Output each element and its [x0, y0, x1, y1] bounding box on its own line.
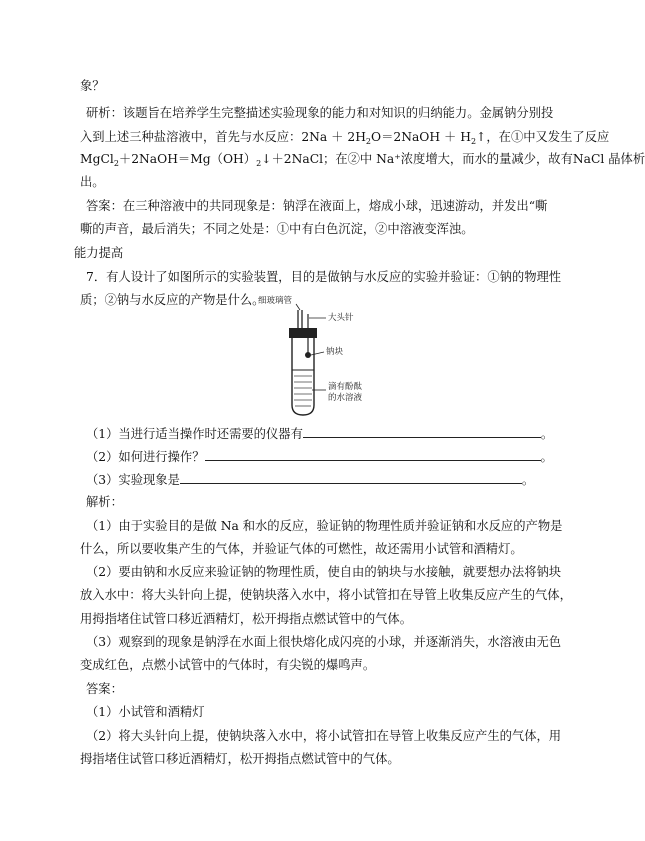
- text-line: 用拇指堵住试管口移近酒精灯，松开拇指点燃试管中的气体。: [80, 612, 413, 626]
- question-text: 7．有人设计了如图所示的实验装置，目的是做钠与水反应的实验并验证：①钠的物理性: [86, 270, 562, 284]
- subscript: 2: [256, 159, 262, 168]
- text-span: 入到上述三种盐溶液中，首先与水反应：2Na ＋ 2H: [80, 130, 366, 144]
- answer-blank: [180, 472, 522, 484]
- question-text: （2）如何进行操作？: [86, 450, 205, 464]
- answer-heading: 答案：: [86, 682, 123, 696]
- subscript: 2: [113, 159, 119, 168]
- text-line: （1）小试管和酒精灯: [86, 705, 205, 719]
- answer-blank: [303, 426, 541, 438]
- period: 。: [521, 473, 535, 487]
- subscript: 2: [470, 137, 477, 146]
- figure-label-solution: 的水溶液: [328, 393, 363, 403]
- text-span: O＝2NaOH ＋ H: [371, 130, 471, 144]
- text-line: [80, 152, 645, 168]
- text-span: ↑，在①中又发生了反应: [476, 130, 610, 144]
- analysis-heading: 解析：: [86, 495, 123, 509]
- text-line: 答案：在三种溶液中的共同现象是：钠浮在液面上，熔成小球，迅速游动，并发出“嘶: [86, 199, 548, 213]
- question-text: （1）当进行适当操作时还需要的仪器有: [86, 427, 303, 441]
- figure-label-tube: 细玻璃管: [258, 296, 293, 306]
- sub-question: [86, 449, 553, 464]
- text-line: （2）要由钠和水反应来验证钠的物理性质，使自由的钠块与水接触，就要想办法将钠块: [86, 565, 562, 579]
- text-line: [80, 130, 609, 146]
- answer-blank: [205, 449, 541, 461]
- text-span: MgCl: [80, 152, 114, 166]
- text-line: 出。: [80, 175, 105, 189]
- figure-label-solution: 滴有酚酞: [328, 382, 363, 392]
- text-line: 变成红色，点燃小试管中的气体时，有尖锐的爆鸣声。: [80, 658, 376, 672]
- sub-question: [86, 472, 534, 487]
- text-line: 什么，所以要收集产生的气体，并验证气体的可燃性，故还需用小试管和酒精灯。: [80, 542, 523, 556]
- subscript: 2: [365, 137, 372, 146]
- text-span: ＋2NaOH＝Mg（OH）: [118, 152, 257, 166]
- text-line: 嘶的声音，最后消失；不同之处是：①中有白色沉淀，②中溶液变浑浊。: [80, 222, 474, 236]
- section-heading: 能力提高: [74, 246, 124, 260]
- text-line: 研析：该题旨在培养学生完整描述实验现象的能力和对知识的归纳能力。金属钠分别投: [86, 106, 554, 120]
- question-text: （3）实验现象是: [86, 473, 180, 487]
- text-line: （3）观察到的现象是钠浮在水面上很快熔化成闪亮的小球，并逐渐消失，水溶液由无色: [86, 635, 562, 649]
- text-line: 放入水中：将大头针向上提，使钠块落入水中，将小试管扣在导管上收集反应产生的气体，: [80, 588, 572, 602]
- sub-question: [86, 426, 553, 441]
- text-span: ↓＋2NaCl；在②中 Na⁺浓度增大，而水的量减少，故有NaCl 晶体析: [261, 152, 645, 166]
- text-line: 象？: [80, 79, 105, 93]
- figure-label-sodium: 钠块: [326, 347, 344, 357]
- text-line: （1）由于实验目的是做 Na 和水的反应，验证钠的物理性质并验证钠和水反应的产物是: [86, 519, 563, 533]
- text-line: （2）将大头针向上提，使钠块落入水中，将小试管扣在导管上收集反应产生的气体，用: [86, 729, 562, 743]
- figure-label-pin: 大头针: [328, 313, 354, 323]
- question-text: 质；②钠与水反应的产物是什么。: [80, 293, 265, 307]
- period: 。: [540, 450, 553, 464]
- text-line: 拇指堵住试管口移近酒精灯，松开拇指点燃试管中的气体。: [80, 752, 400, 766]
- period: 。: [540, 427, 554, 441]
